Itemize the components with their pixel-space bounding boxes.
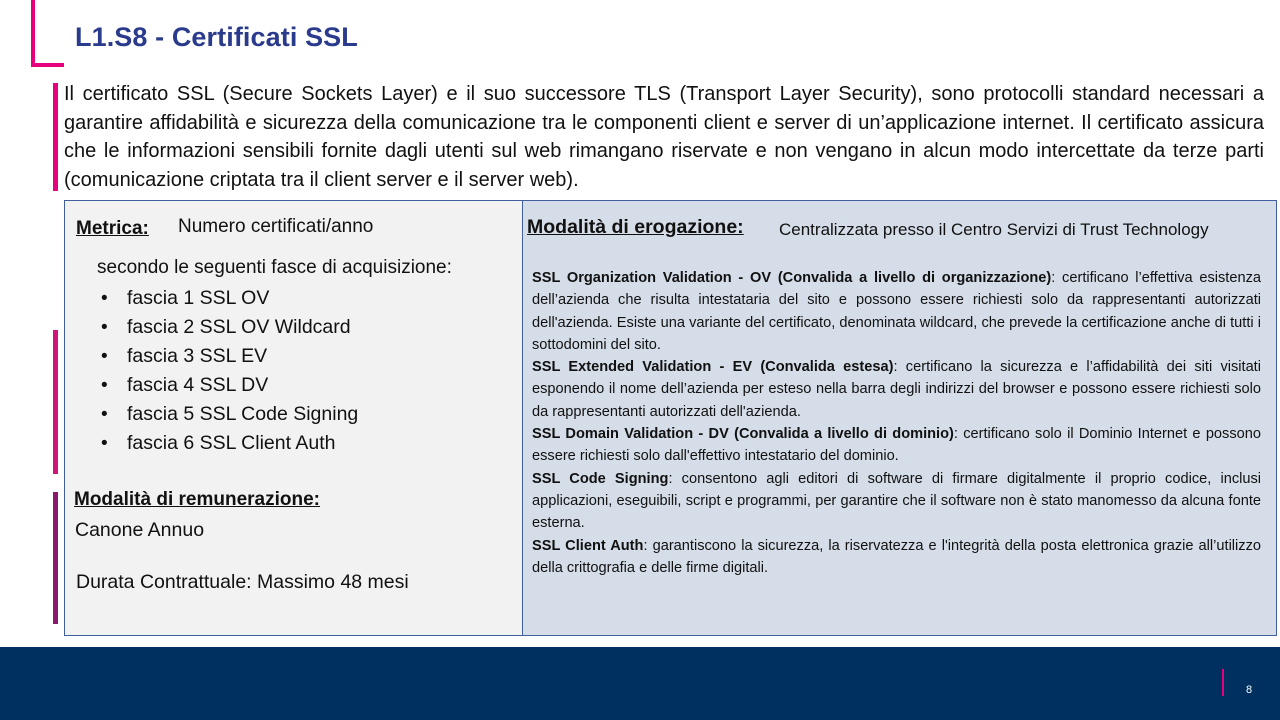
text-dv: : certificano solo il Dominio Internet e possono essere richiesti solo dall'effettivo intestatario del dominio. (532, 426, 1261, 465)
list-item: • fascia 6 SSL Client Auth (95, 429, 358, 458)
term-client-auth: SSL Client Auth (532, 537, 644, 554)
fasce-intro: secondo le seguenti fasce di acquisizione: (97, 257, 452, 278)
side-accent-bar-1 (53, 83, 58, 191)
description-ov (532, 267, 1261, 356)
metrica-value: Numero certificati/anno (178, 216, 374, 237)
text-code-signing: : consentono agli editori di software di firmare digitalmente il proprio codice, inclusi applicazioni, eseguibili, script e programmi, per garantire che il software non è stato manomesso da alcuna fonte esterna. (532, 470, 1262, 532)
term-dv: SSL Domain Validation - DV (Convalida a livello di dominio) (532, 426, 954, 443)
remunerazione-value: Canone Annuo (75, 519, 205, 541)
erogazione-label: Modalità di erogazione: (527, 216, 744, 238)
fasce-list (95, 284, 358, 458)
text-client-auth: : garantiscono la sicurezza, la riservatezza e l'integrità della posta elettronica grazie all’utilizzo della crittografia e delle firme digitali. (532, 537, 1262, 576)
list-item: • fascia 3 SSL EV (95, 342, 358, 371)
list-item: • fascia 4 SSL DV (95, 371, 358, 400)
metrica-label: Metrica: (76, 218, 149, 239)
term-ov: SSL Organization Validation - OV (Convalida a livello di organizzazione) (532, 270, 1052, 286)
corner-accent-vertical (31, 0, 35, 66)
footer-divider (1222, 669, 1224, 696)
description-code-signing (532, 468, 1261, 535)
side-accent-bar-3 (53, 492, 58, 624)
erogazione-value: Centralizzata presso il Centro Servizi di Trust Technology (779, 220, 1209, 239)
description-ev (532, 356, 1261, 423)
right-panel (523, 200, 1277, 636)
left-panel (64, 200, 523, 636)
page-number: 8 (1246, 684, 1253, 696)
description-dv (532, 423, 1261, 468)
text-ov: : certificano l’effettiva esistenza dell’azienda che risulta intestataria del sito e possono essere richiesti solo da rappresentanti autorizzati dell'azienda. Esiste una variante del certificato, denominata wildcard, che prevede la certificazione anche di tutti i sottodomini del sito. (532, 270, 1262, 353)
list-item: • fascia 2 SSL OV Wildcard (95, 313, 358, 342)
term-code-signing: SSL Code Signing (532, 470, 669, 487)
list-item: • fascia 5 SSL Code Signing (95, 400, 358, 429)
slide-title: L1.S8 - Certificati SSL (75, 22, 358, 52)
durata-contrattuale: Durata Contrattuale: Massimo 48 mesi (76, 571, 409, 593)
term-ev: SSL Extended Validation - EV (Convalida estesa) (532, 359, 894, 376)
description-client-auth (532, 535, 1261, 580)
intro-paragraph: Il certificato SSL (Secure Sockets Layer) e il suo successore TLS (Transport Layer Security), sono protocolli standard necessari a garantire affidabilità e sicurezza della comunicazione tra le componenti client e server di un’applicazione internet. Il certificato assicura che le informazioni sensibili fornite dagli utenti sul web rimangano riservate e non vengano in alcun modo intercettate da terze parti (comunicazione criptata tra il client server e il server web). (64, 83, 1264, 191)
side-accent-bar-2 (53, 330, 58, 474)
text-ev: : certificano la sicurezza e l’affidabilità dei siti visitati esponendo il nome dell’azienda per esteso nella barra degli indirizzi del browser e possono essere richiesti solo da rappresentanti autorizzati dell'azienda. (532, 359, 1261, 420)
corner-accent-horizontal (31, 63, 64, 67)
footer-bar (0, 647, 1280, 720)
certificate-descriptions (532, 267, 1261, 579)
list-item: • fascia 1 SSL OV (95, 284, 358, 313)
remunerazione-label: Modalità di remunerazione: (74, 489, 320, 510)
